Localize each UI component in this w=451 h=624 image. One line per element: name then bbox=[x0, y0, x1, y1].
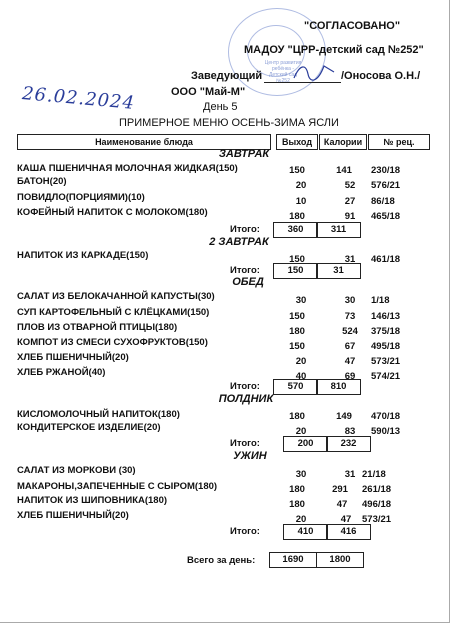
seal-stamp-text: Центр развития ребёнка - Детский сад №252 bbox=[264, 60, 302, 84]
dish-name: КОМПОТ ИЗ СМЕСИ СУХОФРУКТОВ(150) bbox=[17, 337, 208, 348]
dish-calories: 69 bbox=[344, 371, 356, 382]
subtotal-calories: 232 bbox=[326, 436, 371, 452]
dish-calories: 83 bbox=[344, 426, 356, 437]
dish-calories: 47 bbox=[340, 514, 352, 525]
dish-name: БАТОН(20) bbox=[17, 176, 67, 187]
subtotal-calories: 311 bbox=[316, 222, 361, 238]
dish-calories: 30 bbox=[344, 295, 356, 306]
dish-output: 20 bbox=[295, 426, 307, 437]
subtotal-calories: 31 bbox=[316, 263, 361, 279]
grand-total-label: Всего за день: bbox=[187, 555, 256, 566]
menu-title: ПРИМЕРНОЕ МЕНЮ ОСЕНЬ-ЗИМА ЯСЛИ bbox=[119, 117, 339, 129]
dish-recipe: 461/18 bbox=[371, 254, 401, 265]
dish-recipe: 590/13 bbox=[371, 426, 401, 437]
dish-output: 20 bbox=[295, 180, 307, 191]
subtotal-label: Итого: bbox=[230, 265, 260, 276]
dish-recipe: 21/18 bbox=[362, 469, 386, 480]
dish-calories: 91 bbox=[344, 211, 356, 222]
dish-output: 180 bbox=[289, 411, 305, 422]
subtotal-calories: 416 bbox=[326, 524, 371, 540]
dish-output: 180 bbox=[289, 499, 305, 510]
column-header-calories: Калории bbox=[319, 134, 367, 150]
column-header-recipe: № рец. bbox=[368, 134, 430, 150]
dish-recipe: 576/21 bbox=[371, 180, 401, 191]
head-title: Заведующий bbox=[191, 70, 263, 82]
dish-calories: 67 bbox=[344, 341, 356, 352]
dish-recipe: 470/18 bbox=[371, 411, 401, 422]
dish-name: ХЛЕБ РЖАНОЙ(40) bbox=[17, 367, 106, 378]
subtotal-output: 570 bbox=[273, 379, 318, 395]
dish-recipe: 465/18 bbox=[371, 211, 401, 222]
dish-name: КОФЕЙНЫЙ НАПИТОК С МОЛОКОМ(180) bbox=[17, 207, 208, 218]
dish-recipe: 86/18 bbox=[371, 196, 395, 207]
dish-calories: 291 bbox=[332, 484, 348, 495]
dish-recipe: 1/18 bbox=[371, 295, 390, 306]
section-title: ЗАВТРАК bbox=[218, 148, 270, 160]
subtotal-output: 410 bbox=[283, 524, 328, 540]
dish-output: 150 bbox=[289, 341, 305, 352]
dish-output: 180 bbox=[289, 326, 305, 337]
section-title: УЖИН bbox=[233, 450, 267, 462]
dish-name: КИСЛОМОЛОЧНЫЙ НАПИТОК(180) bbox=[17, 409, 180, 420]
organization-name: МАДОУ "ЦРР-детский сад №252" bbox=[244, 44, 424, 56]
dish-name: ПОВИДЛО(ПОРЦИЯМИ)(10) bbox=[17, 192, 145, 203]
dish-name: САЛАТ ИЗ МОРКОВИ (30) bbox=[17, 465, 136, 476]
dish-name: САЛАТ ИЗ БЕЛОКАЧАННОЙ КАПУСТЫ(30) bbox=[17, 291, 215, 302]
dish-recipe: 496/18 bbox=[362, 499, 392, 510]
dish-name: КОНДИТЕРСКОЕ ИЗДЕЛИЕ(20) bbox=[17, 422, 161, 433]
dish-output: 10 bbox=[295, 196, 307, 207]
dish-name: КАША ПШЕНИЧНАЯ МОЛОЧНАЯ ЖИДКАЯ(150) bbox=[17, 163, 238, 174]
dish-calories: 31 bbox=[344, 254, 356, 265]
day-label: День 5 bbox=[203, 101, 238, 113]
dish-calories: 31 bbox=[344, 469, 356, 480]
dish-calories: 52 bbox=[344, 180, 356, 191]
dish-name: ХЛЕБ ПШЕНИЧНЫЙ(20) bbox=[17, 352, 129, 363]
dish-recipe: 573/21 bbox=[371, 356, 401, 367]
grand-total-calories: 1800 bbox=[316, 552, 364, 568]
dish-output: 180 bbox=[289, 484, 305, 495]
subtotal-output: 200 bbox=[283, 436, 328, 452]
subtotal-output: 150 bbox=[273, 263, 318, 279]
dish-recipe: 375/18 bbox=[371, 326, 401, 337]
dish-name: НАПИТОК ИЗ КАРКАДЕ(150) bbox=[17, 250, 149, 261]
dish-output: 150 bbox=[289, 254, 305, 265]
dish-calories: 524 bbox=[342, 326, 358, 337]
section-title: ПОЛДНИК bbox=[218, 393, 274, 405]
approval-title: "СОГЛАСОВАНО" bbox=[304, 20, 401, 32]
dish-name: НАПИТОК ИЗ ШИПОВНИКА(180) bbox=[17, 495, 168, 506]
dish-output: 180 bbox=[289, 211, 305, 222]
grand-total-output: 1690 bbox=[269, 552, 317, 568]
dish-output: 40 bbox=[295, 371, 307, 382]
dish-output: 150 bbox=[289, 311, 305, 322]
dish-output: 20 bbox=[295, 514, 307, 525]
dish-calories: 27 bbox=[344, 196, 356, 207]
subtotal-label: Итого: bbox=[230, 381, 260, 392]
dish-name: СУП КАРТОФЕЛЬНЫЙ С КЛЁЦКАМИ(150) bbox=[17, 307, 210, 318]
column-header-name: Наименование блюда bbox=[17, 134, 271, 150]
dish-output: 30 bbox=[295, 295, 307, 306]
dish-recipe: 230/18 bbox=[371, 165, 401, 176]
subtotal-calories: 810 bbox=[316, 379, 361, 395]
subtotal-label: Итого: bbox=[230, 526, 260, 537]
signature-mark bbox=[290, 56, 340, 86]
subtotal-output: 360 bbox=[273, 222, 318, 238]
handwritten-date: 26.02.2024 bbox=[21, 83, 136, 114]
subtotal-label: Итого: bbox=[230, 224, 260, 235]
dish-calories: 47 bbox=[336, 499, 348, 510]
dish-name: ПЛОВ ИЗ ОТВАРНОЙ ПТИЦЫ(180) bbox=[17, 322, 178, 333]
dish-output: 20 bbox=[295, 356, 307, 367]
dish-recipe: 495/18 bbox=[371, 341, 401, 352]
dish-recipe: 573/21 bbox=[362, 514, 392, 525]
dish-calories: 47 bbox=[344, 356, 356, 367]
supplier-name: ООО "Май-М" bbox=[171, 86, 246, 98]
dish-name: МАКАРОНЫ,ЗАПЕЧЕННЫЕ С СЫРОМ(180) bbox=[17, 481, 218, 492]
dish-recipe: 146/13 bbox=[371, 311, 401, 322]
dish-calories: 73 bbox=[344, 311, 356, 322]
section-title: 2 ЗАВТРАК bbox=[209, 236, 269, 248]
dish-output: 150 bbox=[289, 165, 305, 176]
dish-recipe: 261/18 bbox=[362, 484, 392, 495]
dish-recipe: 574/21 bbox=[371, 371, 401, 382]
dish-output: 30 bbox=[295, 469, 307, 480]
section-title: ОБЕД bbox=[232, 276, 264, 288]
dish-calories: 149 bbox=[336, 411, 352, 422]
head-name: /Оносова О.Н./ bbox=[341, 70, 421, 82]
dish-calories: 141 bbox=[336, 165, 352, 176]
column-header-output: Выход bbox=[276, 134, 318, 150]
dish-name: ХЛЕБ ПШЕНИЧНЫЙ(20) bbox=[17, 510, 129, 521]
subtotal-label: Итого: bbox=[230, 438, 260, 449]
